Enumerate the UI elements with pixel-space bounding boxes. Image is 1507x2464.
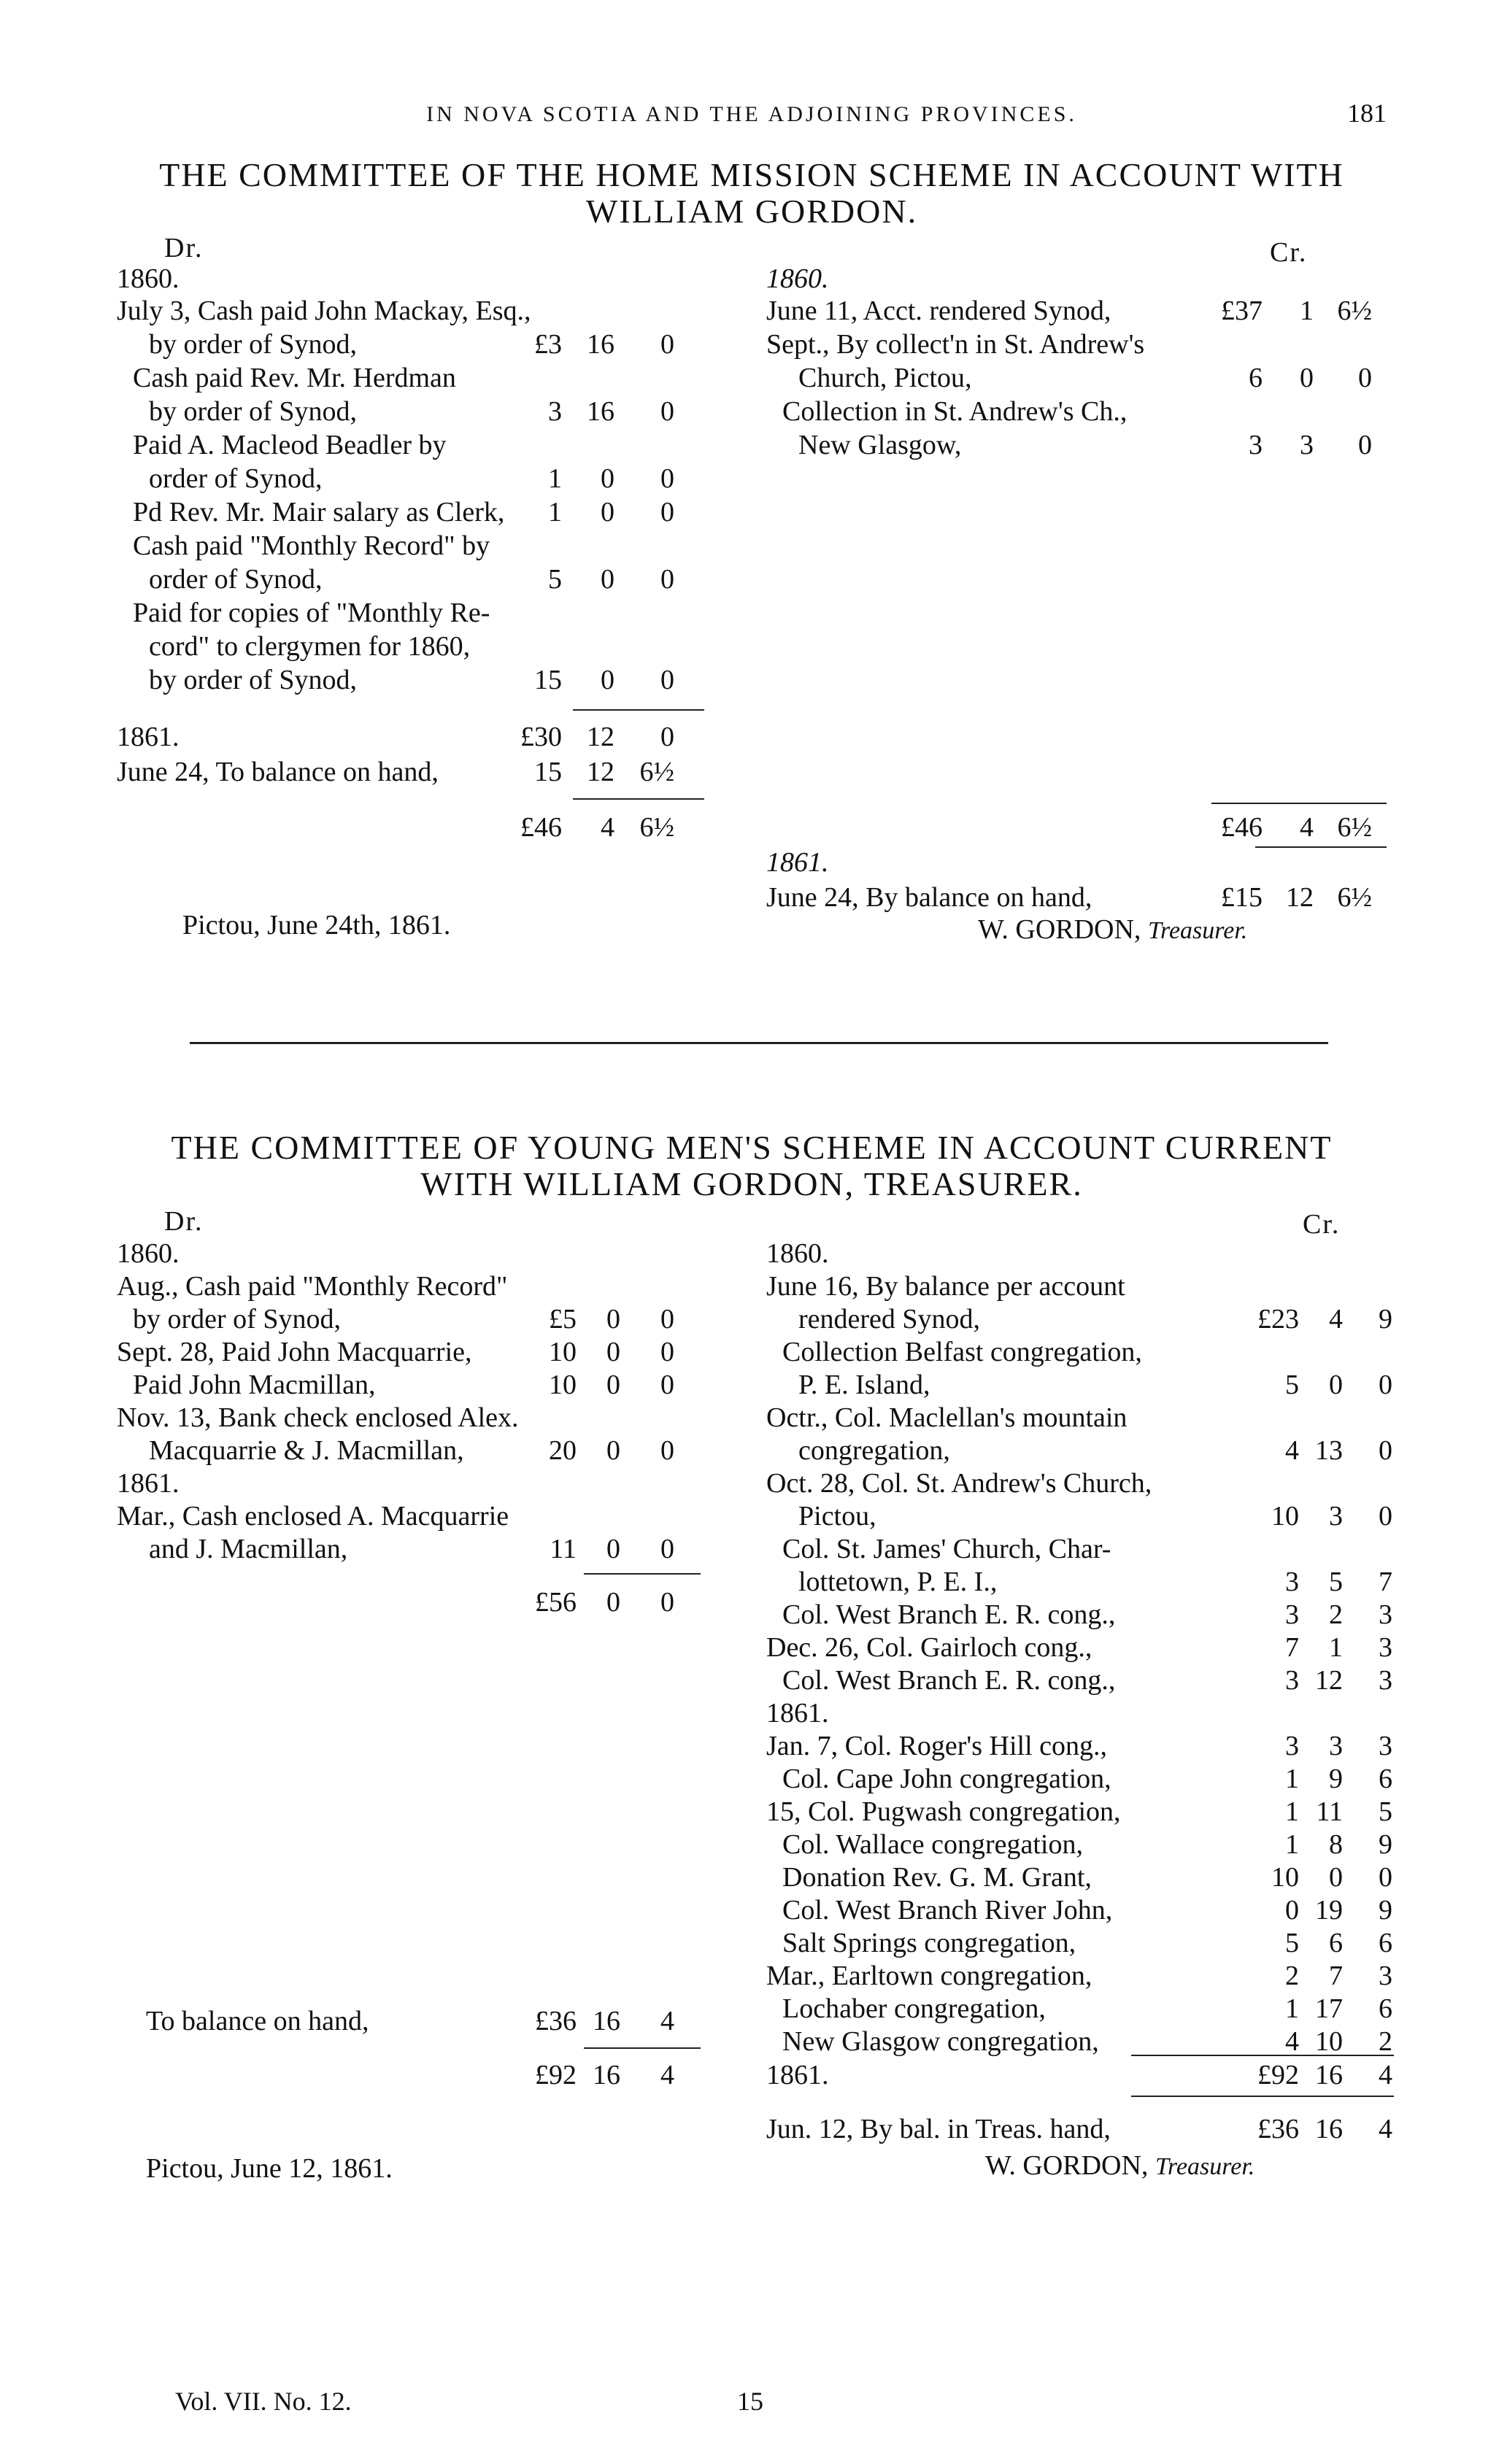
amount-pounds: 15 — [534, 665, 562, 695]
amount-shillings: 6 — [1329, 1928, 1343, 1958]
ledger-entry — [117, 1369, 744, 1401]
ledger-entry — [117, 295, 744, 327]
amount-shillings: 3 — [1329, 1731, 1343, 1761]
account2-dr-balance-amount — [117, 2005, 744, 2037]
ledger-entry — [766, 2025, 1394, 2058]
amount-pence: 0 — [660, 1370, 674, 1400]
amount-pence: 0 — [660, 1587, 674, 1618]
entry-text: New Glasgow congregation, — [782, 2026, 1099, 2057]
amount-pence: 0 — [660, 1337, 674, 1367]
amount-pounds: £92 — [1257, 2060, 1299, 2090]
entry-text: and J. Macmillan, — [149, 1534, 348, 1564]
amount-shillings: 17 — [1315, 1993, 1343, 2024]
account1-cr-balance — [766, 881, 1394, 914]
ledger-entry — [766, 1861, 1394, 1893]
amount-shillings: 16 — [593, 2060, 620, 2090]
account2-cr-balance — [766, 2113, 1394, 2145]
entry-text: June 24, To balance on hand, — [117, 757, 439, 787]
amount-pounds: £23 — [1257, 1304, 1299, 1335]
entry-text: Collection Belfast congregation, — [782, 1337, 1142, 1367]
ledger-entry — [117, 429, 744, 461]
ledger-entry — [766, 1664, 1394, 1696]
ledger-entry — [117, 1402, 744, 1434]
account2-cr-rule-2 — [1131, 2096, 1394, 2097]
amount-pence: 9 — [1379, 1829, 1392, 1860]
amount-pounds: £37 — [1221, 296, 1263, 326]
account1-credit-column — [766, 263, 1394, 963]
section-separator — [190, 1042, 1328, 1044]
entry-text: Oct. 28, Col. St. Andrew's Church, — [766, 1468, 1152, 1499]
account1-cr-heading: Cr. — [1270, 237, 1308, 268]
entry-text: by order of Synod, — [149, 665, 357, 695]
amount-pounds: 1 — [1285, 1829, 1299, 1860]
ledger-entry — [766, 1599, 1394, 1631]
account1-dr-rule — [573, 709, 704, 711]
account2-dr-heading: Dr. — [164, 1206, 204, 1237]
amount-pounds: £3 — [534, 329, 562, 360]
amount-shillings: 7 — [1329, 1961, 1343, 1991]
amount-pounds: 3 — [1285, 1599, 1299, 1630]
entry-text: Mar., Cash enclosed A. Macquarrie — [117, 1501, 509, 1532]
ledger-entry — [766, 1533, 1394, 1565]
ledger-entry — [117, 1533, 744, 1565]
entry-text: by order of Synod, — [149, 396, 357, 427]
amount-pounds: 1 — [1285, 1993, 1299, 2024]
ledger-entry — [766, 1697, 1394, 1729]
amount-shillings: 4 — [1300, 812, 1314, 843]
amount-pence: 0 — [1379, 1501, 1392, 1532]
amount-pence: 4 — [1379, 2114, 1392, 2144]
signature-title: Treasurer. — [1147, 917, 1248, 944]
amount-pounds: 3 — [1285, 1731, 1299, 1761]
entry-text: Collection in St. Andrew's Ch., — [782, 396, 1128, 427]
amount-pounds: 0 — [1285, 1895, 1299, 1926]
amount-pence: 6½ — [1337, 812, 1372, 843]
amount-pence: 6 — [1379, 1993, 1392, 2024]
amount-pence: 0 — [660, 329, 674, 360]
account1-cr-rule — [1211, 803, 1387, 804]
running-head-title: IN NOVA SCOTIA AND THE ADJOINING PROVINCES. — [426, 102, 1077, 126]
amount-shillings: 1 — [1300, 296, 1314, 326]
amount-pounds: 10 — [549, 1337, 577, 1367]
entry-text: Cash paid Rev. Mr. Herdman — [133, 363, 456, 393]
entry-text: Pictou, — [798, 1501, 876, 1532]
ledger-entry — [766, 1796, 1394, 1828]
account1-title-line2: WILLIAM GORDON. — [585, 193, 918, 230]
account1-dr-total — [117, 721, 744, 753]
amount-pence: 0 — [1379, 1435, 1392, 1466]
volume-number: Vol. VII. No. 12. — [175, 2387, 352, 2416]
ledger-entry — [766, 1237, 1394, 1270]
amount-pence: 3 — [1379, 1599, 1392, 1630]
amount-pounds: £46 — [520, 812, 562, 843]
ledger-entry — [117, 328, 744, 360]
ledger-entry — [766, 1894, 1394, 1926]
ledger-entry — [766, 1402, 1394, 1434]
signature-mark: 15 — [737, 2387, 763, 2416]
amount-pence: 6½ — [639, 757, 674, 787]
ledger-entry — [766, 1369, 1394, 1401]
amount-shillings: 16 — [587, 329, 614, 360]
entry-text: Donation Rev. G. M. Grant, — [782, 1862, 1092, 1893]
ledger-entry — [766, 1270, 1394, 1302]
ledger-entry — [117, 1303, 744, 1335]
entry-text: New Glasgow, — [798, 430, 962, 460]
account1-cr-rule-2 — [1255, 846, 1387, 848]
ledger-entry — [766, 1960, 1394, 1992]
entry-text: Lochaber congregation, — [782, 1993, 1046, 2024]
amount-pounds: 2 — [1285, 1961, 1299, 1991]
amount-pence: 6½ — [639, 812, 674, 843]
account2-title — [109, 1129, 1394, 1202]
amount-pounds: 5 — [1285, 1370, 1299, 1400]
account1-title — [109, 157, 1394, 230]
ledger-entry — [766, 1336, 1394, 1368]
account2-credit-column — [766, 1237, 1394, 2201]
amount-shillings: 12 — [587, 757, 614, 787]
entry-text: Col. West Branch E. R. cong., — [782, 1599, 1116, 1630]
entry-text: July 3, Cash paid John Mackay, Esq., — [117, 296, 531, 326]
entry-text: by order of Synod, — [149, 329, 357, 360]
account2-cr-grand-total — [766, 2059, 1394, 2091]
amount-pounds: 5 — [548, 564, 562, 595]
amount-pounds: £5 — [549, 1304, 577, 1335]
ledger-entry — [117, 1237, 744, 1270]
entry-text: P. E. Island, — [798, 1370, 930, 1400]
amount-pounds: 7 — [1285, 1632, 1299, 1663]
amount-pounds: £56 — [535, 1587, 577, 1618]
amount-shillings: 12 — [587, 722, 614, 752]
entry-text: June 24, By balance on hand, — [766, 882, 1092, 913]
account2-cr-heading: Cr. — [1303, 1209, 1341, 1240]
amount-shillings: 13 — [1315, 1435, 1343, 1466]
entry-text: lottetown, P. E. I., — [798, 1567, 998, 1597]
amount-pounds: £92 — [535, 2060, 577, 2090]
account1-cr-grand-total — [766, 811, 1394, 843]
amount-shillings: 0 — [1300, 363, 1314, 393]
account1-dr-grand-total — [117, 811, 744, 843]
amount-pence: 0 — [660, 665, 674, 695]
ledger-entry — [766, 1434, 1394, 1467]
amount-shillings: 0 — [601, 564, 614, 595]
amount-pounds: 4 — [1285, 2026, 1299, 2057]
entry-text: Col. St. James' Church, Char- — [782, 1534, 1111, 1564]
page-number: 181 — [1347, 99, 1387, 128]
account2-title-line2: WITH WILLIAM GORDON, TREASURER. — [420, 1165, 1083, 1202]
amount-pounds: 3 — [1285, 1665, 1299, 1696]
running-head — [117, 95, 1387, 139]
amount-pence: 0 — [660, 1435, 674, 1466]
entry-text: 1861. — [766, 1698, 829, 1729]
ledger-entry — [117, 563, 744, 595]
account1-dr-balance — [117, 756, 744, 788]
entry-text: congregation, — [798, 1435, 950, 1466]
amount-shillings: 3 — [1300, 430, 1314, 460]
account1-dr-year: 1860. — [117, 263, 180, 294]
amount-shillings: 3 — [1329, 1501, 1343, 1532]
entry-text: Col. West Branch River John, — [782, 1895, 1113, 1926]
amount-pounds: £15 — [1221, 882, 1263, 913]
ledger-entry — [117, 1270, 744, 1302]
entry-text: Octr., Col. Maclellan's mountain — [766, 1402, 1128, 1433]
account2-title-line1: THE COMMITTEE OF YOUNG MEN'S SCHEME IN ACCOUNT CURRENT — [171, 1129, 1333, 1166]
ledger-entry — [766, 1631, 1394, 1664]
amount-pence: 0 — [1358, 430, 1372, 460]
amount-pounds: £36 — [535, 2006, 577, 2036]
account2-signature — [985, 2150, 1254, 2182]
account2-cr-year2: 1861. — [766, 2060, 829, 2090]
ledger-entry — [766, 362, 1394, 394]
amount-shillings: 0 — [601, 463, 614, 494]
entry-text: order of Synod, — [149, 564, 323, 595]
amount-pounds: 1 — [1285, 1796, 1299, 1827]
ledger-entry — [117, 1467, 744, 1499]
ledger-entry — [117, 664, 744, 696]
entry-text: Col. Cape John congregation, — [782, 1764, 1111, 1794]
amount-pounds: 6 — [1249, 363, 1263, 393]
amount-shillings: 16 — [593, 2006, 620, 2036]
ledger-entry — [766, 1828, 1394, 1861]
ledger-entry — [766, 1730, 1394, 1762]
amount-shillings: 8 — [1329, 1829, 1343, 1860]
account1-debit-column — [117, 263, 744, 963]
amount-pence: 0 — [660, 463, 674, 494]
entry-text: Paid for copies of "Monthly Re- — [133, 598, 490, 628]
ledger-entry — [117, 463, 744, 495]
entry-text: Cash paid "Monthly Record" by — [133, 530, 490, 561]
ledger-entry — [766, 429, 1394, 461]
amount-pounds: £30 — [520, 722, 562, 752]
amount-shillings: 0 — [606, 1435, 620, 1466]
amount-pence: 0 — [1379, 1862, 1392, 1893]
entry-text: Sept. 28, Paid John Macquarrie, — [117, 1337, 472, 1367]
entry-text: Col. Wallace congregation, — [782, 1829, 1083, 1860]
amount-pence: 3 — [1379, 1731, 1392, 1761]
amount-pounds: 4 — [1285, 1435, 1299, 1466]
entry-text: 15, Col. Pugwash congregation, — [766, 1796, 1121, 1827]
entry-text: Jun. 12, By bal. in Treas. hand, — [766, 2114, 1111, 2144]
amount-shillings: 0 — [606, 1587, 620, 1618]
account1-dr-heading: Dr. — [164, 233, 204, 263]
ledger-entry — [117, 1434, 744, 1467]
amount-shillings: 0 — [606, 1337, 620, 1367]
ledger-entry — [766, 1303, 1394, 1335]
amount-pence: 3 — [1379, 1632, 1392, 1663]
amount-shillings: 4 — [1329, 1304, 1343, 1335]
account1-place-date: Pictou, June 24th, 1861. — [182, 910, 451, 941]
amount-shillings: 1 — [1329, 1632, 1343, 1663]
entry-text: cord" to clergymen for 1860, — [149, 631, 471, 662]
amount-pounds: 3 — [548, 396, 562, 427]
amount-shillings: 16 — [1315, 2060, 1343, 2090]
ledger-entry — [117, 496, 744, 528]
entry-text: Col. West Branch E. R. cong., — [782, 1665, 1116, 1696]
entry-text: Dec. 26, Col. Gairloch cong., — [766, 1632, 1092, 1663]
ledger-entry — [117, 530, 744, 562]
entry-text: by order of Synod, — [133, 1304, 341, 1335]
amount-shillings: 16 — [587, 396, 614, 427]
account1-signature — [978, 914, 1247, 946]
amount-shillings: 5 — [1329, 1567, 1343, 1597]
amount-pounds: £36 — [1257, 2114, 1299, 2144]
entry-text: 1861. — [117, 1468, 180, 1499]
ledger-entry — [766, 1500, 1394, 1532]
entry-text: Aug., Cash paid "Monthly Record" — [117, 1271, 508, 1302]
signature-name: W. GORDON, — [985, 2150, 1149, 2181]
amount-shillings: 4 — [601, 812, 614, 843]
ledger-entry — [766, 1927, 1394, 1959]
amount-pounds: 15 — [534, 757, 562, 787]
entry-text: Macquarrie & J. Macmillan, — [149, 1435, 464, 1466]
ledger-entry — [117, 1336, 744, 1368]
entry-text: Church, Pictou, — [798, 363, 972, 393]
amount-pounds: 1 — [548, 463, 562, 494]
ledger-entry — [766, 1467, 1394, 1499]
amount-pence: 6½ — [1337, 882, 1372, 913]
amount-pence: 0 — [660, 564, 674, 595]
amount-pence: 9 — [1379, 1895, 1392, 1926]
entry-text: order of Synod, — [149, 463, 323, 494]
amount-shillings: 12 — [1286, 882, 1314, 913]
entry-text: Paid A. Macleod Beadler by — [133, 430, 447, 460]
amount-pence: 0 — [660, 722, 674, 752]
amount-pence: 0 — [660, 1534, 674, 1564]
amount-shillings: 0 — [606, 1304, 620, 1335]
amount-pounds: 1 — [1285, 1764, 1299, 1794]
amount-pounds: 3 — [1285, 1567, 1299, 1597]
amount-pounds: 5 — [1285, 1928, 1299, 1958]
amount-pence: 5 — [1379, 1796, 1392, 1827]
signature-title: Treasurer. — [1155, 2153, 1255, 2180]
amount-pence: 0 — [660, 396, 674, 427]
amount-pounds: 1 — [548, 497, 562, 528]
amount-pounds: 10 — [1271, 1501, 1299, 1532]
amount-shillings: 9 — [1329, 1764, 1343, 1794]
account2-dr-rule — [584, 1573, 701, 1575]
amount-pence: 4 — [660, 2006, 674, 2036]
account2-place-date: Pictou, June 12, 1861. — [146, 2153, 393, 2184]
ledger-entry — [766, 328, 1394, 360]
amount-shillings: 10 — [1315, 2026, 1343, 2057]
account1-dr-total-year: 1861. — [117, 722, 180, 752]
entry-text: Nov. 13, Bank check enclosed Alex. — [117, 1402, 519, 1433]
ledger-entry — [766, 295, 1394, 327]
amount-shillings: 0 — [606, 1534, 620, 1564]
amount-pence: 3 — [1379, 1665, 1392, 1696]
account1-dr-rule-2 — [573, 798, 704, 800]
amount-pence: 4 — [1379, 2060, 1392, 2090]
entry-text: 1860. — [117, 1238, 180, 1269]
account2-dr-grand-total — [117, 2059, 744, 2091]
amount-shillings: 0 — [1329, 1862, 1343, 1893]
amount-pence: 7 — [1379, 1567, 1392, 1597]
account1-cr-year2: 1861. — [766, 847, 829, 878]
amount-shillings: 12 — [1315, 1665, 1343, 1696]
account1-cr-year: 1860. — [766, 263, 829, 294]
amount-shillings: 0 — [601, 665, 614, 695]
account2-dr-subtotal — [117, 1586, 744, 1618]
amount-pence: 9 — [1379, 1304, 1392, 1335]
amount-pounds: 10 — [1271, 1862, 1299, 1893]
ledger-entry — [766, 1763, 1394, 1795]
ledger-entry — [117, 362, 744, 394]
entry-text: June 11, Acct. rendered Synod, — [766, 296, 1111, 326]
entry-text: Paid John Macmillan, — [133, 1370, 376, 1400]
entry-text: Sept., By collect'n in St. Andrew's — [766, 329, 1145, 360]
ledger-entry — [117, 630, 744, 663]
amount-pounds: £46 — [1221, 812, 1263, 843]
amount-pounds: 20 — [549, 1435, 577, 1466]
ledger-entry — [766, 395, 1394, 428]
amount-shillings: 2 — [1329, 1599, 1343, 1630]
entry-text: To balance on hand, — [146, 2006, 369, 2036]
ledger-entry — [117, 1500, 744, 1532]
ledger-entry — [117, 597, 744, 629]
account2-dr-rule-2 — [584, 2047, 701, 2049]
amount-shillings: 0 — [601, 497, 614, 528]
entry-text: Pd Rev. Mr. Mair salary as Clerk, — [133, 497, 505, 528]
entry-text: 1860. — [766, 1238, 829, 1269]
amount-pounds: 10 — [549, 1370, 577, 1400]
amount-pence: 2 — [1379, 2026, 1392, 2057]
entry-text: June 16, By balance per account — [766, 1271, 1125, 1302]
amount-pence: 6 — [1379, 1764, 1392, 1794]
amount-pence: 3 — [1379, 1961, 1392, 1991]
ledger-entry — [766, 1566, 1394, 1598]
account2-cr-rule — [1131, 2055, 1394, 2056]
amount-shillings: 0 — [606, 1370, 620, 1400]
amount-pounds: 11 — [550, 1534, 577, 1564]
amount-pence: 6½ — [1337, 296, 1372, 326]
ledger-entry — [117, 395, 744, 428]
amount-shillings: 11 — [1316, 1796, 1343, 1827]
amount-pence: 0 — [1358, 363, 1372, 393]
amount-pence: 0 — [1379, 1370, 1392, 1400]
amount-pence: 0 — [660, 497, 674, 528]
amount-shillings: 16 — [1315, 2114, 1343, 2144]
entry-text: Jan. 7, Col. Roger's Hill cong., — [766, 1731, 1108, 1761]
amount-shillings: 0 — [1329, 1370, 1343, 1400]
entry-text: Salt Springs congregation, — [782, 1928, 1076, 1958]
signature-name: W. GORDON, — [978, 914, 1141, 945]
account1-title-line1: THE COMMITTEE OF THE HOME MISSION SCHEME IN ACCOUNT WITH — [159, 156, 1344, 193]
amount-pence: 0 — [660, 1304, 674, 1335]
amount-pounds: 3 — [1249, 430, 1263, 460]
amount-pence: 4 — [660, 2060, 674, 2090]
entry-text: rendered Synod, — [798, 1304, 981, 1335]
ledger-entry — [766, 1993, 1394, 2025]
amount-pence: 6 — [1379, 1928, 1392, 1958]
amount-shillings: 19 — [1315, 1895, 1343, 1926]
account2-debit-column — [117, 1237, 744, 2201]
entry-text: Mar., Earltown congregation, — [766, 1961, 1092, 1991]
